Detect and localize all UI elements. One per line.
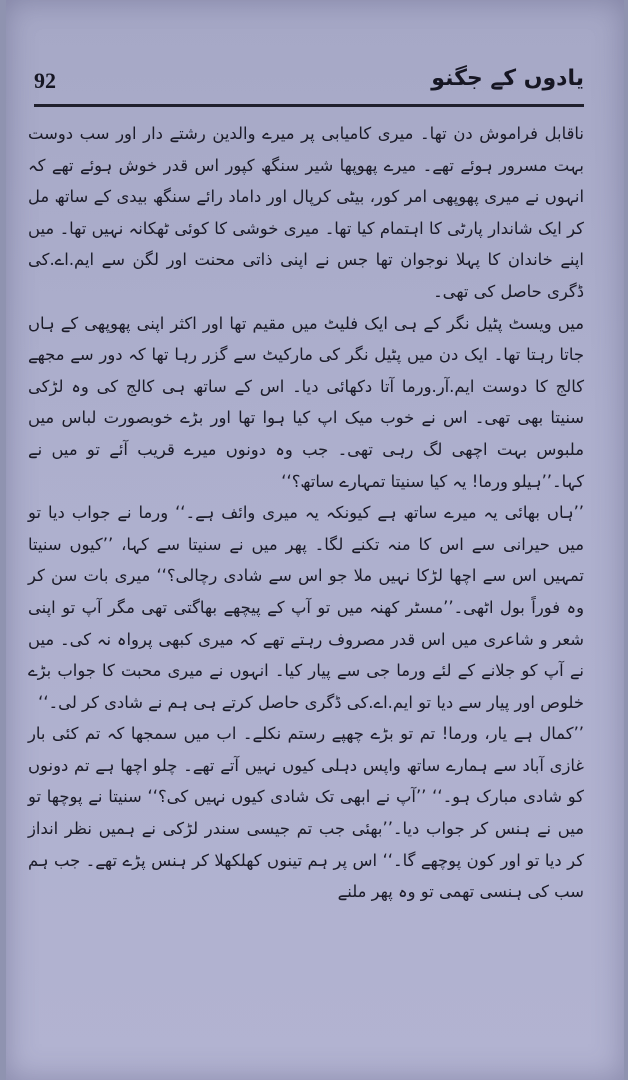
paragraph: ناقابل فراموش دن تھا۔ میری کامیابی پر میرے والدین رشتے دار اور سب دوست بہت مسرور ہوئے تھے۔ میرے پھوپھا شیر سنگھ کپور اس قدر خوش ہوئے تھے کہ انہوں نے میری پھوپھی امر کور، بیٹی کرپال اور داماد رائے سنگھ بیدی کے ساتھ مل کر ایک شاندار پارٹی کا اہتمام کیا تھا۔ میری خوشی کا کوئی ٹھکانہ نہیں تھا۔ میں اپنے خاندان کا پہلا نوجوان تھا جس نے اپنی ذاتی محنت اور لگن سے ایم.اے.کی ڈگری حاصل کی تھی۔: [28, 124, 584, 301]
paragraph: ’’کمال ہے یار، ورما! تم تو بڑے چھپے رستم نکلے۔ اب میں سمجھا کہ تم کئی بار غازی آباد سے ہمارے ساتھ واپس دہلی کیوں نہیں آتے تھے۔ چلو اچھا ہے تم دونوں کو شادی مبارک ہو۔‘‘ ’’آپ نے ابھی تک شادی کیوں نہیں کی؟‘‘ سنیتا نے پوچھا تو میں نے ہنس کر جواب دیا۔’’بھئی جب تم جیسی سندر لڑکی نے ہمیں نظر انداز کر دیا تو اور کون پوچھے گا۔‘‘ اس پر ہم تینوں کھلکھلا کر ہنس پڑے تھے۔ جب ہم سب کی ہنسی تھمی تو وہ پھر ملنے: [28, 724, 584, 902]
page-body: [28, 118, 584, 908]
header-divider: [34, 104, 584, 107]
book-page: [6, 0, 624, 1080]
book-title: یادوں کے جگنو: [431, 66, 584, 91]
paragraph: ’’ہاں بھائی یہ میرے ساتھ ہے کیونکہ یہ میری وائف ہے۔‘‘ ورما نے جواب دیا تو میں حیرانی سے اس کا منہ تکنے لگا۔ پھر میں نے سنیتا سے کہا، ’’کیوں سنیتا تمہیں اس سے اچھا لڑکا نہیں ملا جو اس سے شادی رچالی؟‘‘ میری بات سن کر وہ فوراً بول اٹھی۔’’مسٹر کھنہ میں تو آپ کے پیچھے بھاگتی تھی مگر آپ تو اپنی شعر و شاعری میں اس قدر مصروف رہتے تھے کہ میری کبھی پرواہ نہ کی۔ میں نے آپ کو جلانے کے لئے ورما جی سے پیار کیا۔ انہوں نے میری محبت کا جواب بڑے خلوص اور پیار سے دیا تو ایم.اے.کی ڈگری حاصل کرتے ہی ہم نے شادی کر لی۔‘‘: [28, 503, 584, 712]
paragraph: میں ویسٹ پٹیل نگر کے ہی ایک فلیٹ میں مقیم تھا اور اکثر اپنی پھوپھی کے ہاں جاتا رہتا تھا۔ ایک دن میں پٹیل نگر کی مارکیٹ سے گزر رہا تھا کہ دور سے مجھے کالج کا دوست ایم.آر.ورما آتا دکھائی دیا۔ اس کے ساتھ ہی کالج کی وہ لڑکی سنیتا بھی تھی۔ اس نے خوب میک اپ کیا ہوا تھا اور بڑے خوبصورت لباس میں ملبوس بہت اچھی لگ رہی تھی۔ جب وہ دونوں میرے قریب آئے تو میں نے کہا۔’’ہیلو ورما! یہ کیا سنیتا تمہارے ساتھ؟‘‘: [28, 313, 584, 491]
page-header: [34, 66, 584, 100]
page-number: 92: [34, 68, 56, 93]
